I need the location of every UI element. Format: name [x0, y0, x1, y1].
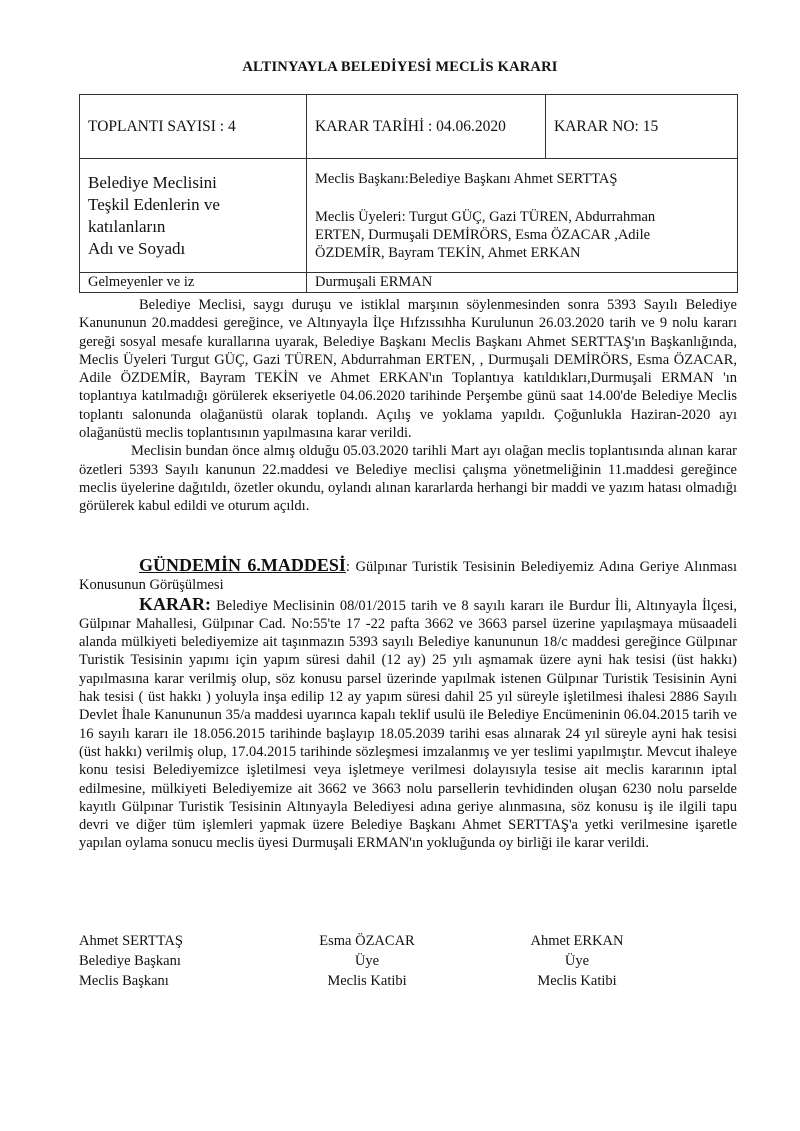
document-title: ALTINYAYLA BELEDİYESİ MECLİS KARARI [242, 59, 558, 75]
signature-name: Ahmet SERTTAŞ [79, 933, 183, 949]
signature-role: Belediye Başkanı [79, 953, 181, 969]
members-label-line: Teşkil Edenlerin ve [88, 194, 220, 214]
meclis-baskani: Meclis Başkanı:Belediye Başkanı Ahmet SERTTAŞ [315, 170, 618, 187]
meclis-uyeleri-line: ÖZDEMİR, Bayram TEKİN, Ahmet ERKAN [315, 244, 581, 261]
members-list [307, 159, 738, 273]
absent-row [80, 273, 738, 293]
members-label-line: Adı ve Soyadı [88, 238, 186, 258]
signature-role: Meclis Katibi [537, 973, 617, 989]
signature-block [522, 931, 632, 991]
karar-no: KARAR NO: 15 [546, 95, 738, 159]
intro-paragraph: Belediye Meclisi, saygı duruşu ve istiklal marşının söylenmesinden sonra 5393 Sayılı Belediye Kanununun 20.maddesi gereğince, ve Altınyayla İlçe Hıfzıssıhha Kurulunun 26.03.2020 tarih ve 9 nolu kararı gereği sosyal mesafe kurallarına uyarak, Belediye Başkanı Meclis Başkanı Ahmet SERTTAŞ'ın Başkanlığında, Meclis Üyeleri Turgut GÜÇ, Gazi TÜREN, Abdurrahman ERTEN, , Durmuşali DEMİRÖRS, Esma ÖZACAR, Adile ÖZDEMİR, Bayram TEKİN ve Ahmet ERKAN'ın Toplantıya katıldıkları,Durmuşali ERMAN 'ın toplantıya katılmadığı görülerek ekseriyetle 04.06.2020 tarihinde Perşembe günü saat 14.00'de Belediye Meclis toplantı salonunda olağanüstü olarak toplandı. Açılış ve yoklama yapıldı. Çoğunlukla Haziran-2020 ayı olağanüstü meclis toplantısının yapılmasına karar verildi. [79, 297, 737, 442]
signature-role: Üye [354, 953, 380, 969]
meeting-info-table [79, 94, 738, 293]
signature-block [312, 931, 422, 991]
toplanti-sayisi: TOPLANTI SAYISI : 4 [80, 95, 307, 159]
signature-block [79, 931, 183, 991]
agenda-section [79, 556, 737, 853]
members-label [80, 159, 307, 273]
intro-paragraph: Meclisin bundan önce almış olduğu 05.03.2020 tarihli Mart ayı olağan meclis toplantısında alınan karar özetleri 5393 Sayılı kanunun 22.maddesi ve Belediye meclisi çalışma yönetmeliğinin 11.maddesi gereğince meclis üyelerine dağıtıldı, özetler okundu, oylandı alınan kararlarda herhangi bir maddi ve yazım hatası olmadığı görülerek kabul edildi ve oturum açıldı. [79, 443, 737, 515]
intro-section [79, 296, 737, 516]
karar-paragraph [79, 595, 737, 853]
signature-name: Ahmet ERKAN [530, 933, 624, 949]
members-label-line: katılanların [88, 216, 166, 236]
signature-name: Esma ÖZACAR [319, 933, 415, 949]
meclis-uyeleri-line: Meclis Üyeleri: Turgut GÜÇ, Gazi TÜREN, Abdurrahman [315, 208, 656, 225]
signature-role: Meclis Katibi [327, 973, 407, 989]
karar-tarihi: KARAR TARİHİ : 04.06.2020 [307, 95, 546, 159]
karar-label: KARAR: [139, 593, 211, 614]
meeting-info-row [80, 95, 738, 159]
gundem-text: : Gülpınar Turistik Tesisinin Belediyemiz Adına Geriye Alınması Konusunun Görüşülmesi [79, 559, 737, 594]
gelmeyenler-label: Gelmeyenler ve iz [80, 273, 307, 293]
gundem-paragraph [79, 556, 737, 595]
gelmeyenler-value: Durmuşali ERMAN [307, 273, 738, 293]
meclis-uyeleri-line: ERTEN, Durmuşali DEMİRÖRS, Esma ÖZACAR ,Adile [315, 226, 651, 243]
gundem-title: GÜNDEMİN 6.MADDESİ [139, 555, 346, 575]
members-row [80, 159, 738, 273]
signature-role: Üye [564, 953, 590, 969]
signature-role: Meclis Başkanı [79, 973, 169, 989]
members-label-line: Belediye Meclisini [88, 172, 217, 192]
karar-text: Belediye Meclisinin 08/01/2015 tarih ve 8 sayılı kararı ile Burdur İli, Altınyayla İlçesi, Gülpınar Mahallesi, Gülpınar Cad. No:55'te 17 -22 pafta 3662 ve 3663 parsel üzerine yapılaşmaya müsaadeli alanda mülkiyeti belediyemize ait taşınmazın 5393 sayılı Belediye kanununun 18/c maddesi gereğince Gülpınar Turistik Tesisinin yapımı için yapım süresi dahil (12 ay) 25 yılı aşmamak üzere ayni hak tesisi (üst hakkı) yapılmasına karar verilmiş olup, söz konusu parsel üzerinde yapılmak istenen Gülpınar Turistik Tesisinin Ayni hak tesisi ( üst hakkı ) yoluyla inşa edilip 12 ay yapım süresi dahil 25 yıl süreyle işletilmesi ihalesi 2886 Sayılı Devlet İhale Kanununun 35/a maddesi uyarınca kapalı teklif usulü ile Belediye Encümeninin 06.04.2015 tarih ve 16 sayılı kararı ile 18.056.2015 tarihinde başlayıp 18.05.2039 tarihi esas alınarak 24 yıl süreyle ayni hak tesisi (üst hakkı) verilmiş olup, 17.04.2015 tarihinde sözleşmesi imzalanmış ve yer teslimi yapılmıştır. Mevcut ihaleye konu tesisi Belediyemizce işletilmesi veya işletmeye verilmesi dolayısıyla tesise ait meclis kararının iptal edilmesine, mülkiyeti Belediyemize ait 3662 ve 3663 nolu parsellerin tevhidinden oluşan 6230 nolu parselde kayıtlı Gülpınar Turistik Tesisinin Altınyayla Belediyesi adına geriye alınmasına, söz konusu iş ile ilgili tapu devri ve diğer tüm işlemleri yapmak üzere Belediye Başkanı Ahmet SERTTAŞ'a yetki verilmesine işaretle yapılan oylama sonucu meclis üyesi Durmuşali ERMAN'ın yokluğunda oy birliği ile karar verildi. [79, 597, 737, 852]
